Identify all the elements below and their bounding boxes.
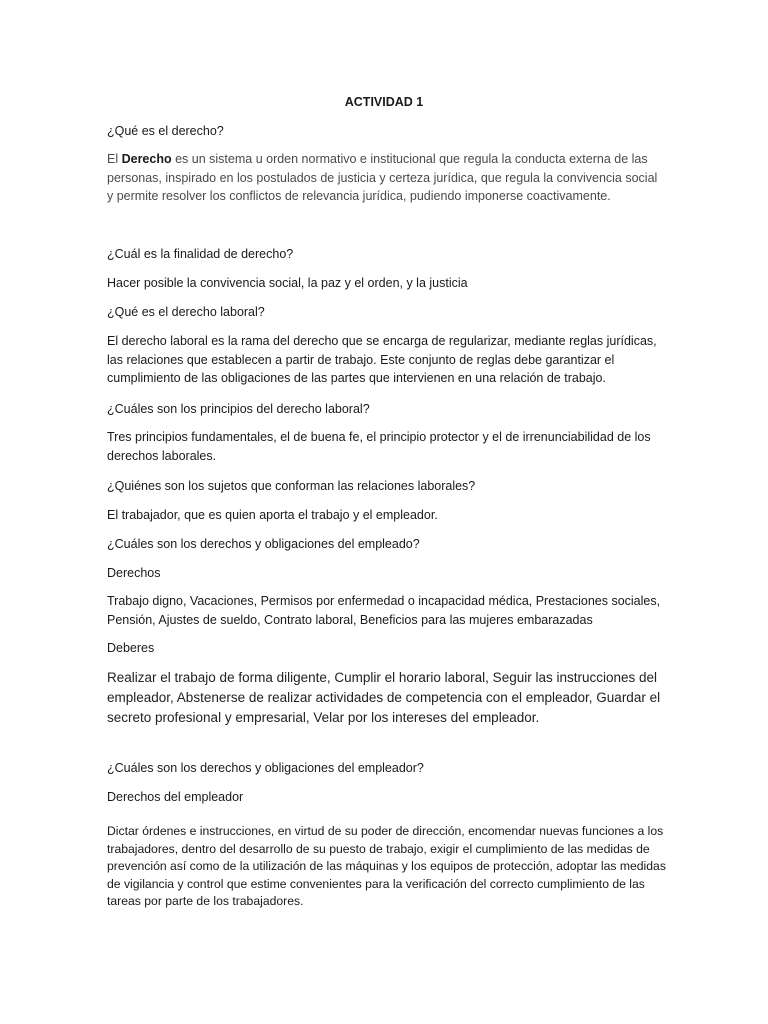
derechos-text: Trabajo digno, Vacaciones, Permisos por enfermedad o incapacidad médica, Prestaciones sociales, Pensión, Ajustes de sueldo, Contrato laboral, Beneficios para las mujeres embarazadas	[107, 594, 661, 627]
question-sujetos: ¿Quiénes son los sujetos que conforman las relaciones laborales?	[107, 479, 476, 493]
question-derecho-laboral: ¿Qué es el derecho laboral?	[107, 305, 265, 319]
question-derechos-empleado: ¿Cuáles son los derechos y obligaciones del empleado?	[107, 537, 420, 551]
question-finalidad: ¿Cuál es la finalidad de derecho?	[107, 247, 294, 261]
answer-bold-term: Derecho	[121, 152, 172, 166]
empleador-text: Dictar órdenes e instrucciones, en virtud de su poder de dirección, encomendar nuevas funciones a los trabajadores, dentro del desarrollo de su puesto de trabajo, exigir el cumplimiento de las medidas de prevención así como de la utilización de las máquinas y los equipos de protección, adoptar las medidas de vigilancia y control que estime convenientes para la verificación del correcto cumplimiento de las tareas por parte de los trabajadores.	[107, 824, 666, 908]
derechos-heading: Derechos	[107, 566, 161, 580]
answer-rest: es un sistema u orden normativo e institucional que regula la conducta externa de las personas, inspirado en los postulados de justicia y certeza jurídica, que regula la convivencia social y permite resolver los conflictos de relevancia jurídica, pudiendo imponerse coactivamente.	[107, 152, 658, 203]
answer-que-es-derecho	[107, 150, 667, 206]
answer-derecho-laboral: El derecho laboral es la rama del derecho que se encarga de regularizar, mediante reglas jurídicas, las relaciones que establecen a partir de trabajo. Este conjunto de reglas debe garantizar el cumplimiento de las obligaciones de las partes que intervienen en una relación de trabajo.	[107, 334, 657, 385]
answer-principios: Tres principios fundamentales, el de buena fe, el principio protector y el de irrenunciabilidad de los derechos laborales.	[107, 430, 651, 463]
answer-finalidad: Hacer posible la convivencia social, la paz y el orden, y la justicia	[107, 276, 468, 290]
answer-prefix: El	[107, 152, 122, 166]
empleador-heading: Derechos del empleador	[107, 790, 244, 804]
document-title: ACTIVIDAD 1	[344, 95, 424, 109]
question-derechos-empleador: ¿Cuáles son los derechos y obligaciones del empleador?	[107, 761, 424, 775]
question-principios: ¿Cuáles son los principios del derecho laboral?	[107, 402, 370, 416]
deberes-text: Realizar el trabajo de forma diligente, Cumplir el horario laboral, Seguir las instrucciones del empleador, Abstenerse de realizar actividades de competencia con el empleador, Guardar el secreto profesional y empresarial, Velar por los intereses del empleador.	[107, 670, 661, 725]
answer-sujetos: El trabajador, que es quien aporta el trabajo y el empleador.	[107, 508, 438, 522]
deberes-heading: Deberes	[107, 641, 155, 655]
question-que-es-derecho: ¿Qué es el derecho?	[107, 124, 224, 138]
